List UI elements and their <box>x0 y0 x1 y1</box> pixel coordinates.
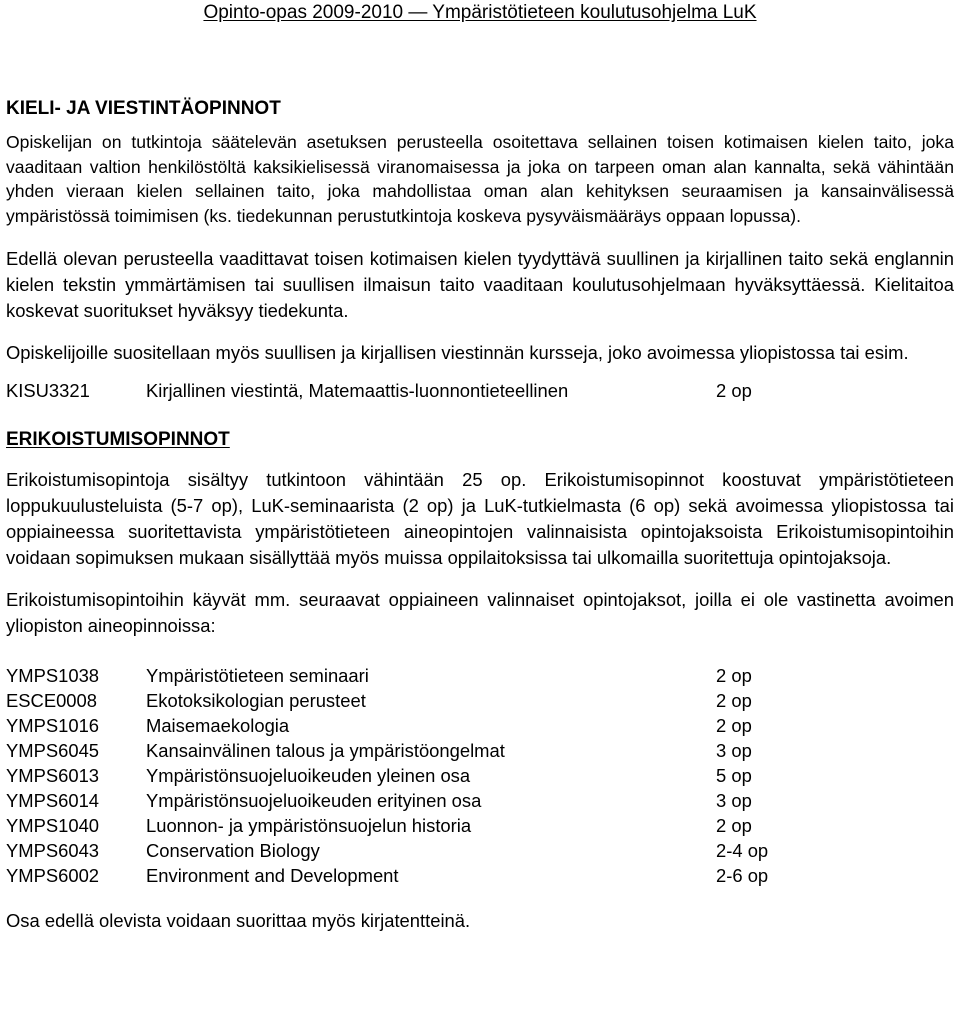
header-title: Opinto-opas 2009-2010 — Ympäristötieteen koulutusohjelma LuK <box>203 2 757 23</box>
footer-note: Osa edellä olevista voidaan suorittaa myös kirjatentteinä. <box>6 910 471 932</box>
page-content <box>6 98 954 934</box>
course-credits: 3 op <box>716 740 752 762</box>
course-code: YMPS1038 <box>6 665 100 687</box>
course-name: Kirjallinen viestintä, Matemaattis-luonnontieteellinen <box>146 380 569 402</box>
course-credits: 5 op <box>716 765 752 787</box>
course-row <box>6 688 954 713</box>
course-credits: 2 op <box>716 690 752 712</box>
course-row <box>6 713 954 738</box>
course-list <box>6 663 954 888</box>
course-credits: 2 op <box>716 665 752 687</box>
course-name: Ympäristönsuojeluoikeuden yleinen osa <box>146 765 471 787</box>
course-credits: 3 op <box>716 790 752 812</box>
course-code: YMPS1040 <box>6 815 100 837</box>
course-name: Maisemaekologia <box>146 715 290 737</box>
course-name: Ympäristötieteen seminaari <box>146 665 369 687</box>
language-paragraph-3: Opiskelijoille suositellaan myös suullisen ja kirjallisen viestinnän kursseja, joko avoimessa yliopistossa tai esim. <box>6 342 909 364</box>
course-name: Ekotoksikologian perusteet <box>146 690 366 712</box>
specialization-paragraph-1: Erikoistumisopintoja sisältyy tutkintoon vähintään 25 op. Erikoistumisopinnot koostuvat ympäristötieteen loppukuulusteluista (5-7 op), LuK-seminaarista (2 op) ja LuK-tutkielmasta (6 op) sekä avoimessa yliopistossa tai oppiaineessa suoritettavista ympäristötieteen aineopintojen valinnaisista opintojaksoista Erikoistumisopintoihin voidaan sopimuksen mukaan sisällyttää myös muissa oppilaitoksissa tai ulkomailla suoritettuja opintojaksoja. <box>6 469 954 569</box>
language-section-heading: KIELI- JA VIESTINTÄOPINNOT <box>6 98 281 119</box>
course-name: Luonnon- ja ympäristönsuojelun historia <box>146 815 472 837</box>
language-paragraph-2: Edellä olevan perusteella vaadittavat toisen kotimaisen kielen tyydyttävä suullinen ja kirjallinen taito sekä englannin kielen tekstin ymmärtämisen tai suullisen ilmaisun taito vaaditaan koulutusohjelmaan hyväksyttäessä. Kielitaitoa koskevat suoritukset hyväksyy tiedekunta. <box>6 248 954 322</box>
specialization-paragraph-2: Erikoistumisopintoihin käyvät mm. seuraavat oppiaineen valinnaiset opintojaksot, joilla ei ole vastinetta avoimen yliopiston aineopinnoissa: <box>6 589 954 637</box>
course-code: YMPS6013 <box>6 765 100 787</box>
course-name: Ympäristönsuojeluoikeuden erityinen osa <box>146 790 482 812</box>
course-name: Kansainvälinen talous ja ympäristöongelmat <box>146 740 505 762</box>
course-credits: 2 op <box>716 380 752 402</box>
course-row <box>6 763 954 788</box>
course-row <box>6 838 954 863</box>
running-header <box>0 2 960 24</box>
course-row <box>6 788 954 813</box>
course-credits: 2-4 op <box>716 840 769 862</box>
course-code: YMPS6043 <box>6 840 100 862</box>
course-code: KISU3321 <box>6 380 90 402</box>
course-credits: 2 op <box>716 815 752 837</box>
language-paragraph-1: Opiskelijan on tutkintoja säätelevän asetuksen perusteella osoitettava sellainen toisen kotimaisen kielen taito, joka vaaditaan valtion henkilöstöltä kaksikielisessä viranomaisessa ja joka on tarpeen oman alan kannalta, sekä vähintään yhden vieraan kielen sellainen taito, joka mahdollistaa oman alan kehityksen seuraamisen ja kansainvälisessä ympäristössä toimimisen (ks. tiedekunnan perustutkintoja koskeva pysyväismääräys oppaan lopussa). <box>6 132 954 226</box>
course-row <box>6 738 954 763</box>
course-row <box>6 378 954 403</box>
paragraph-spacer <box>6 324 954 340</box>
paragraph-spacer <box>6 228 954 246</box>
course-code: YMPS6014 <box>6 790 100 812</box>
course-row <box>6 863 954 888</box>
course-code: YMPS1016 <box>6 715 100 737</box>
course-credits: 2-6 op <box>716 865 769 887</box>
paragraph-spacer <box>6 571 954 587</box>
course-name: Conservation Biology <box>146 840 320 862</box>
course-credits: 2 op <box>716 715 752 737</box>
course-code: YMPS6002 <box>6 865 100 887</box>
course-code: YMPS6045 <box>6 740 100 762</box>
course-name: Environment and Development <box>146 865 399 887</box>
course-code: ESCE0008 <box>6 690 97 712</box>
course-row <box>6 813 954 838</box>
course-row <box>6 663 954 688</box>
specialization-section-heading: ERIKOISTUMISOPINNOT <box>6 429 230 451</box>
